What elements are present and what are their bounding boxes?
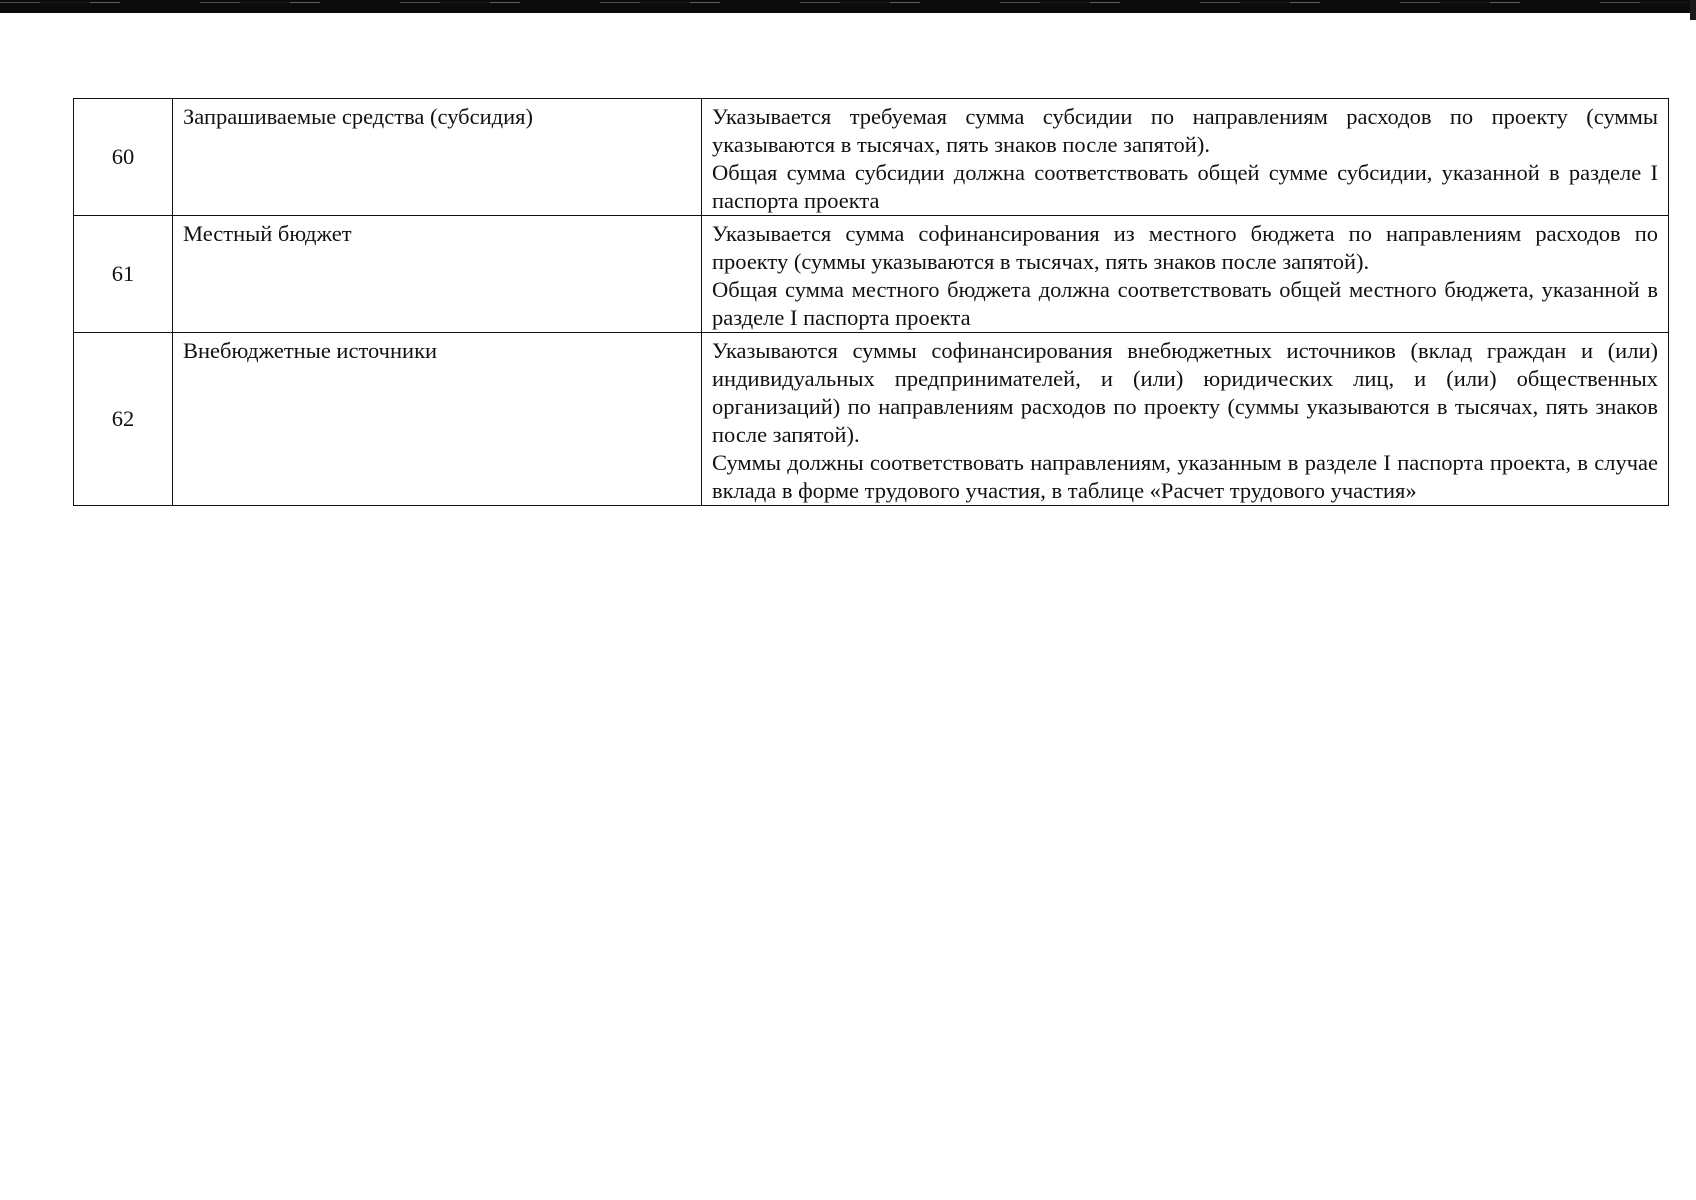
row-name-cell: Запрашиваемые средства (субсидия) [173,99,702,216]
description-paragraph: Общая сумма субсидии должна соответствовать общей сумме субсидии, указанной в разделе I паспорта проекта [712,160,1658,213]
row-number-cell: 61 [74,216,173,333]
document-table [73,98,1669,506]
table-row [74,333,1669,506]
description-paragraph: Суммы должны соответствовать направлениям, указанным в разделе I паспорта проекта, в случае вклада в форме трудового участия, в таблице «Расчет трудового участия» [712,450,1658,503]
description-paragraph: Указываются суммы софинансирования внебюджетных источников (вклад граждан и (или) индивидуальных предпринимателей, и (или) юридических лиц, и (или) общественных организаций) по направлениям расходов по проекту (суммы указываются в тысячах, пять знаков после запятой). [712,338,1658,447]
row-number-cell: 60 [74,99,173,216]
row-description-cell [702,99,1669,216]
scan-top-edge [0,0,1696,13]
description-paragraph: Указывается сумма софинансирования из местного бюджета по направлениям расходов по проекту (суммы указываются в тысячах, пять знаков после запятой). [712,221,1658,274]
scan-right-edge [1690,0,1696,20]
row-description-cell [702,333,1669,506]
row-name-cell: Местный бюджет [173,216,702,333]
table-row [74,216,1669,333]
row-description-cell [702,216,1669,333]
description-paragraph: Общая сумма местного бюджета должна соответствовать общей местного бюджета, указанной в разделе I паспорта проекта [712,277,1658,330]
row-number-cell: 62 [74,333,173,506]
row-name-cell: Внебюджетные источники [173,333,702,506]
description-paragraph: Указывается требуемая сумма субсидии по направлениям расходов по проекту (суммы указываются в тысячах, пять знаков после запятой). [712,104,1658,157]
table-row [74,99,1669,216]
